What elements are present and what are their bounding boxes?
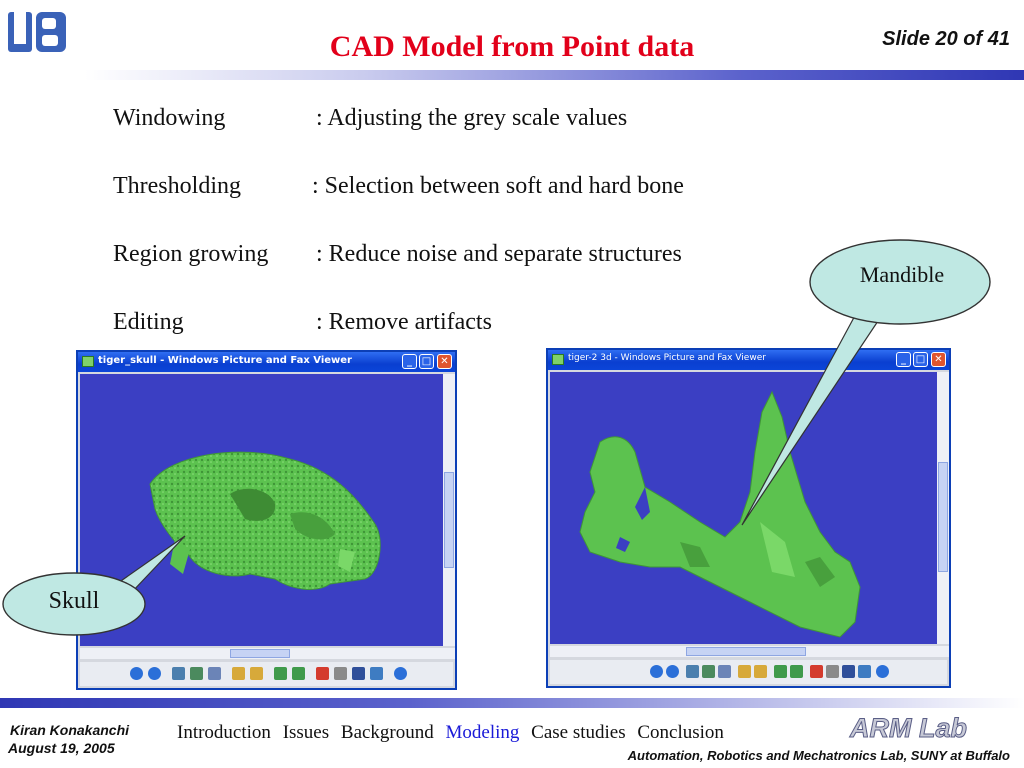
nav-link-introduction[interactable]: Introduction <box>177 722 271 743</box>
arm-lab-logo <box>846 710 1002 744</box>
nav-link-background[interactable]: Background <box>340 722 434 743</box>
close-icon[interactable]: ✕ <box>437 354 452 369</box>
logo-text: UB <box>6 6 8 7</box>
minimize-icon[interactable]: _ <box>402 354 417 369</box>
mandible-callout-label: Mandible <box>859 262 945 287</box>
footer-divider <box>0 698 1024 708</box>
window-title: tiger-2 3d - Windows Picture and Fax Viewer <box>568 353 766 363</box>
window-title: tiger_skull - Windows Picture and Fax Viewer <box>98 355 352 366</box>
slide-title: CAD Model from Point data <box>329 30 695 63</box>
step-description: : Reduce noise and separate structures <box>316 241 682 267</box>
step-description: : Selection between soft and hard bone <box>312 173 684 199</box>
minimize-icon[interactable]: _ <box>896 352 911 367</box>
step-description: : Remove artifacts <box>316 309 492 335</box>
author-name: Kiran Konakanchi <box>10 722 130 738</box>
lab-name: Automation, Robotics and Mechatronics Lab, SUNY at Buffalo <box>627 748 1010 763</box>
nav-link-conclusion[interactable]: Conclusion <box>637 722 724 743</box>
step-term: Region growing <box>113 241 269 267</box>
close-icon[interactable]: ✕ <box>931 352 946 367</box>
arm-lab-logo-text: ARM Lab <box>850 713 967 743</box>
step-term: Editing <box>113 309 184 335</box>
mandible-callout-pointer <box>742 310 880 525</box>
section-nav <box>177 722 731 744</box>
nav-link-issues[interactable]: Issues <box>282 722 330 743</box>
step-term: Windowing <box>113 105 226 131</box>
step-term: Thresholding <box>113 173 241 199</box>
maximize-icon[interactable]: □ <box>913 352 928 367</box>
maximize-icon[interactable]: □ <box>419 354 434 369</box>
skull-callout-label: Skull <box>48 588 100 614</box>
nav-link-modeling[interactable]: Modeling <box>445 722 520 743</box>
nav-link-case-studies[interactable]: Case studies <box>531 722 626 743</box>
slide-number: Slide 20 of 41 <box>882 28 1010 50</box>
presentation-date: August 19, 2005 <box>8 740 115 756</box>
step-description: : Adjusting the grey scale values <box>316 105 628 131</box>
